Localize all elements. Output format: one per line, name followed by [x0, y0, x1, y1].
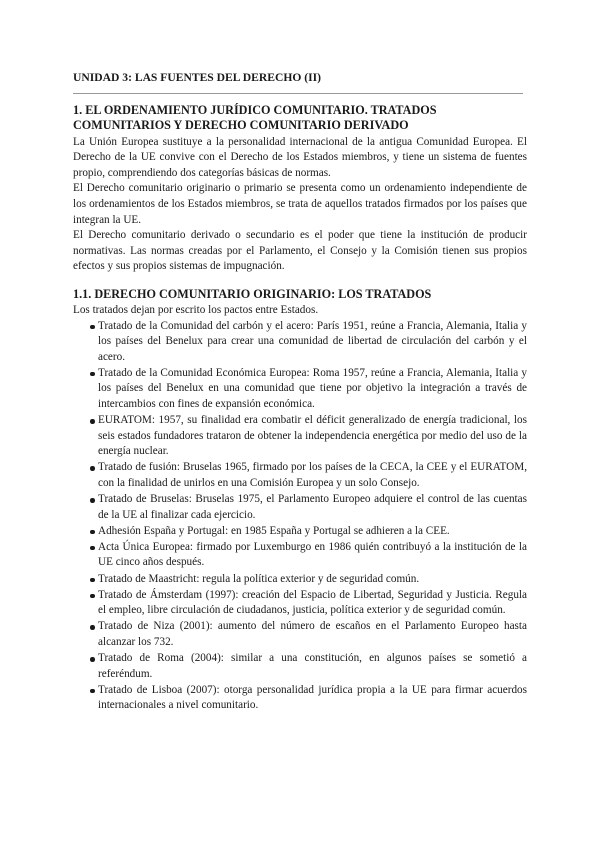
list-item-text: Tratado de Bruselas: Bruselas 1975, el Parlamento Europeo adquiere el control de las cuentas de la UE al finalizar cada ejercicio.: [98, 493, 527, 521]
section-1-paragraph: El Derecho comunitario derivado o secundario es el poder que tiene la institución de producir normativas. Las normas creadas por el Parlamento, el Consejo y la Comisión tienen sus propios efectos y sus propios sistemas de impugnación.: [73, 229, 527, 273]
list-item: [73, 683, 527, 714]
list-item-text: Tratado de la Comunidad del carbón y el acero: París 1951, reúne a Francia, Alemania, Italia y los países del Benelux para crear una comunidad de libertad de circulación del carbón y el acero.: [98, 319, 527, 363]
list-item-text: Tratado de Lisboa (2007): otorga personalidad jurídica propia a la UE para firmar acuerdos internacionales a nivel comunitario.: [98, 683, 527, 712]
bullet-icon: [90, 594, 95, 599]
bullet-icon: [90, 419, 95, 424]
section-1-paragraph: El Derecho comunitario originario o primario se presenta como un ordenamiento independiente de los ordenamientos de los Estados miembros, se trata de aquellos tratados firmados por los países que integran la UE.: [73, 182, 527, 226]
bullet-icon: [90, 466, 95, 471]
bullet-icon: [90, 325, 95, 330]
list-item: [73, 319, 527, 366]
section-1-1-title: 1.1. DERECHO COMUNITARIO ORIGINARIO: LOS TRATADOS: [73, 286, 432, 301]
list-item-text: Tratado de fusión: Bruselas 1965, firmado por los países de la CECA, la CEE y el EURATOM, con la finalidad de unirlos en una Comisión Europea y un solo Consejo.: [98, 461, 527, 489]
bullet-icon: [90, 625, 95, 630]
list-item: [73, 572, 527, 588]
list-item: [73, 492, 527, 523]
document-page: [73, 70, 527, 714]
list-item-text: Adhesión España y Portugal: en 1985 España y Portugal se adhieren a la CEE.: [98, 524, 450, 537]
list-item: [73, 366, 527, 413]
list-item: [73, 540, 527, 571]
list-item-text: Tratado de Niza (2001): aumento del número de escaños en el Parlamento Europeo hasta alcanzar los 732.: [98, 620, 527, 648]
section-1-1-intro: Los tratados dejan por escrito los pactos entre Estados.: [73, 303, 319, 316]
list-item: [73, 413, 527, 460]
list-item-text: Tratado de la Comunidad Económica Europea: Roma 1957, reúne a Francia, Alemania, Italia y los países del Benelux en una comunidad que tiene por objetivo la integración a través de intercambios con fines de expansión económica.: [98, 366, 527, 410]
bullet-icon: [90, 530, 95, 535]
list-item: [73, 524, 527, 540]
section-1-title-line-1: 1. EL ORDENAMIENTO JURÍDICO COMUNITARIO. TRATADOS: [73, 102, 437, 117]
bullet-icon: [90, 498, 95, 503]
section-1-title-line-2: COMUNITARIOS Y DERECHO COMUNITARIO DERIVADO: [73, 117, 409, 132]
unit-title: UNIDAD 3: LAS FUENTES DEL DERECHO (II): [73, 71, 322, 84]
bullet-icon: [90, 546, 95, 551]
list-item-text: Tratado de Roma (2004): similar a una constitución, en algunos países se sometió a referéndum.: [98, 652, 527, 680]
list-item: [73, 460, 527, 491]
title-divider: [73, 93, 523, 94]
treaty-list: [73, 319, 527, 714]
section-1-title: [73, 103, 527, 133]
list-item-text: Tratado de Maastricht: regula la política exterior y de seguridad común.: [98, 572, 420, 585]
list-item-text: Tratado de Ámsterdam (1997): creación del Espacio de Libertad, Seguridad y Justicia. Regula el empleo, libre circulación de ciudadanos, justicia, política exterior y de seguridad común.: [98, 588, 527, 617]
bullet-icon: [90, 372, 95, 377]
list-item: [73, 588, 527, 619]
bullet-icon: [90, 578, 95, 583]
bullet-icon: [90, 657, 95, 662]
list-item: [73, 651, 527, 682]
section-1-paragraph: La Unión Europea sustituye a la personalidad internacional de la antigua Comunidad Europea. El Derecho de la UE convive con el Derecho de los Estados miembros, y tiene un sistema de fuentes propio, comprendiendo dos categorías básicas de normas.: [73, 135, 527, 179]
list-item: [73, 619, 527, 650]
list-item-text: Acta Única Europea: firmado por Luxemburgo en 1986 quién contribuyó a la institución de la UE cinco años después.: [98, 540, 527, 569]
bullet-icon: [90, 689, 95, 694]
list-item-text: EURATOM: 1957, su finalidad era combatir el déficit generalizado de energía tradicional, los seis estados fundadores trataron de obtener la independencia energética por medio del uso de la energía nuclear.: [98, 414, 527, 458]
